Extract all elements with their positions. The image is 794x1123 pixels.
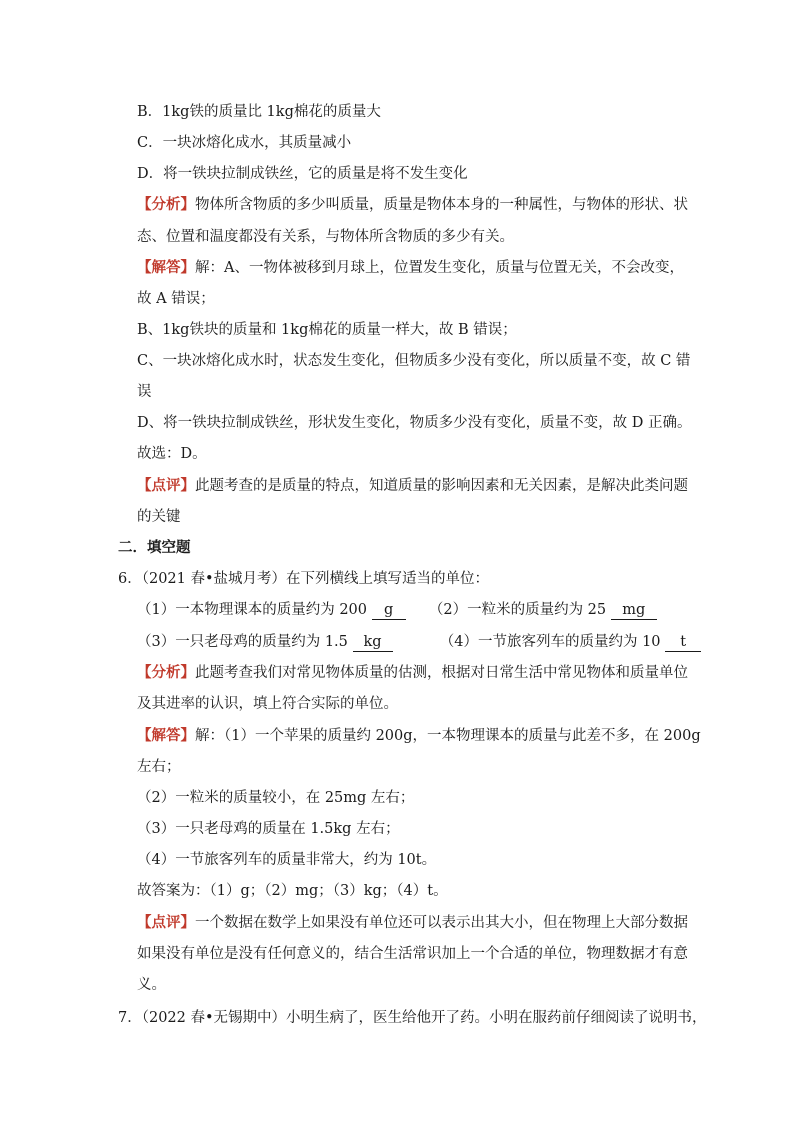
q6-item-2-answer: mg [611, 601, 657, 620]
solution-text: 解：A、一物体被移到月球上，位置发生变化，质量与位置无关，不会改变， [195, 260, 684, 276]
q6-items-row-1 [137, 600, 657, 620]
q6-item-2-text: （2）一粒米的质量约为 25 [428, 602, 607, 618]
q5-comment-cont: 的关键 [137, 509, 181, 525]
q6-solution-line-6: 故答案为：（1）g；（2）mg；（3）kg；（4）t。 [137, 883, 448, 899]
solution-tag: 【解答】 [137, 727, 195, 744]
q6-solution-line-3: （2）一粒米的质量较小，在 25mg 左右； [137, 790, 415, 806]
q5-solution-line-3: B、1kg铁块的质量和 1kg棉花的质量一样大，故 B 错误； [137, 322, 517, 338]
q6-analysis [137, 663, 688, 683]
section-title: 二．填空题 [118, 539, 191, 556]
analysis-text: 物体所含物质的多少叫质量，质量是物体本身的一种属性，与物体的形状、状 [195, 197, 688, 213]
q6-comment [137, 913, 688, 933]
comment-text: 一个数据在数学上如果没有单位还可以表示出其大小，但在物理上大部分数据 [195, 915, 688, 931]
q5-solution-line-6: D、将一铁块拉制成铁丝，形状发生变化，物质多少没有变化，质量不变，故 D 正确。 [137, 415, 692, 431]
q6-solution [137, 726, 701, 746]
analysis-text: 此题考查我们对常见物体质量的估测，根据对日常生活中常见物体和质量单位 [195, 665, 688, 681]
analysis-tag: 【分析】 [137, 196, 195, 213]
q5-option-b: B．1kg铁的质量比 1kg棉花的质量大 [137, 104, 381, 120]
comment-tag: 【点评】 [137, 477, 195, 494]
q5-solution-line-4: C、一块冰熔化成水时，状态发生变化，但物质多少没有变化，所以质量不变，故 C 错 [137, 353, 691, 369]
solution-tag: 【解答】 [137, 259, 195, 276]
q5-solution-line-2: 故 A 错误； [137, 291, 215, 307]
q5-comment [137, 476, 688, 496]
q6-item-3-text: （3）一只老母鸡的质量约为 1.5 [137, 634, 348, 650]
q5-option-c: C．一块冰熔化成水，其质量减小 [137, 135, 352, 151]
q5-solution-line-7: 故选：D。 [137, 446, 207, 462]
q6-comment-end: 义。 [137, 977, 166, 993]
comment-text: 此题考查的是质量的特点，知道质量的影响因素和无关因素，是解决此类问题 [195, 478, 688, 494]
comment-tag: 【点评】 [137, 914, 195, 931]
q6-item-4-text: （4）一节旅客列车的质量约为 10 [439, 634, 661, 650]
q5-solution [137, 258, 684, 278]
q7-stem: 7．（2022 春•无锡期中）小明生病了，医生给他开了药。小明在服药前仔细阅读了说明书， [118, 1010, 707, 1026]
q5-analysis [137, 195, 688, 215]
q6-solution-line-4: （3）一只老母鸡的质量在 1.5kg 左右； [137, 821, 400, 837]
q6-solution-line-2: 左右； [137, 759, 181, 775]
q6-item-3-answer: kg [353, 633, 393, 652]
q5-option-d: D．将一铁块拉制成铁丝，它的质量是将不发生变化 [137, 166, 468, 182]
q5-solution-line-5: 误 [137, 384, 152, 400]
q6-item-4-answer: t [665, 633, 701, 652]
q6-stem: 6．（2021 春•盐城月考）在下列横线上填写适当的单位： [118, 571, 490, 587]
q6-item-1-text: （1）一本物理课本的质量约为 200 [137, 602, 368, 618]
q6-solution-line-5: （4）一节旅客列车的质量非常大，约为 10t。 [137, 852, 437, 868]
solution-text: 解：（1）一个苹果的质量约 200g，一本物理课本的质量与此差不多，在 200g [195, 728, 701, 744]
q6-item-1-answer: g [372, 601, 406, 620]
q6-analysis-cont: 及其进率的认识，填上符合实际的单位。 [137, 696, 398, 712]
q6-items-row-2 [137, 632, 701, 652]
analysis-tag: 【分析】 [137, 664, 195, 681]
q5-analysis-cont: 态、位置和温度都没有关系，与物体所含物质的多少有关。 [137, 229, 514, 245]
q6-comment-cont: 如果没有单位是没有任何意义的，结合生活常识加上一个合适的单位，物理数据才有意 [137, 946, 688, 962]
